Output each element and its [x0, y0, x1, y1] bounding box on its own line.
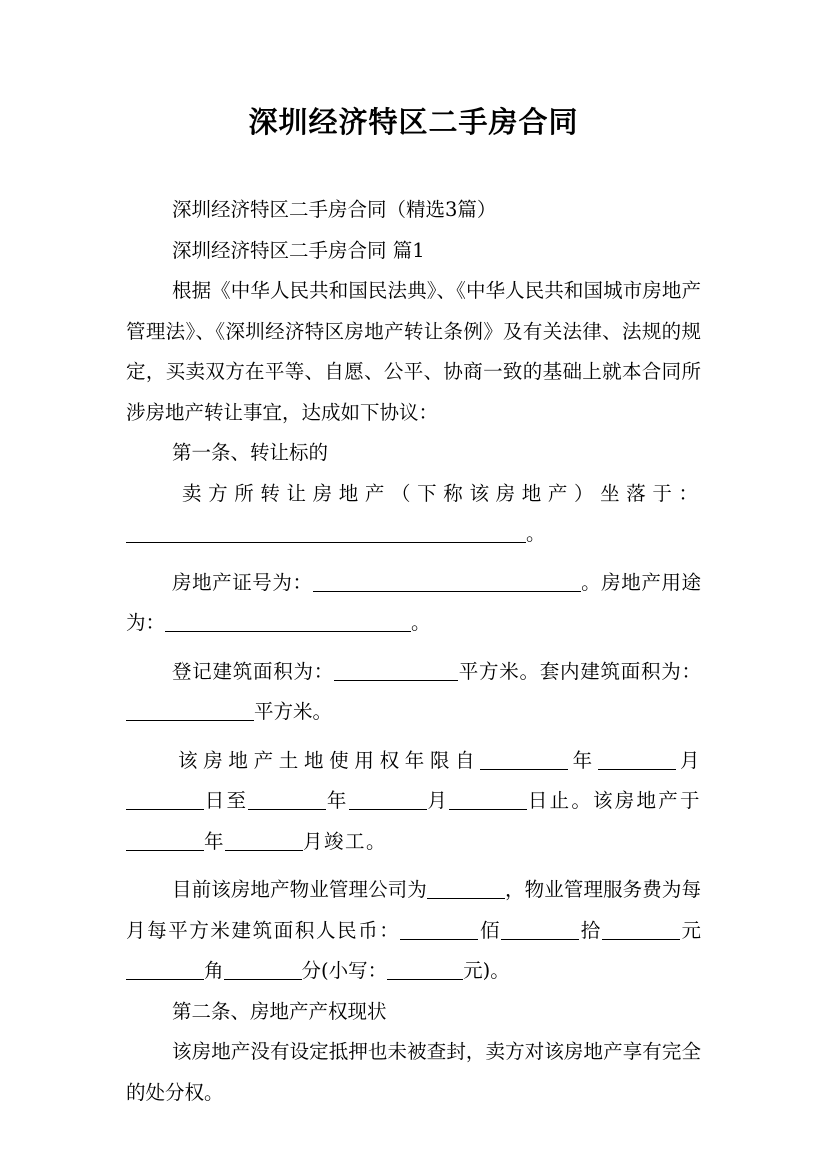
year-blank-2	[248, 790, 326, 811]
seller-location-blank-line	[126, 514, 701, 555]
seller-location-label: 卖方所转让房地产（下称该房地产）坐落于：	[182, 481, 701, 505]
use-label: 。房地产用途为：	[126, 570, 701, 634]
yuan-end-label: 元)。	[463, 959, 510, 982]
sqm-inner-label: 平方米。套内建筑面积为：	[458, 659, 701, 683]
period-mark: 。	[411, 611, 431, 634]
area-blank	[334, 660, 458, 681]
jiao-blank	[126, 960, 204, 981]
year-label: 年	[568, 748, 598, 772]
heading-selected: 深圳经济特区二手房合同（精选3篇）	[172, 198, 497, 221]
document-body	[126, 190, 701, 1113]
yuan-label: 元	[679, 918, 701, 942]
cert-paragraph	[126, 563, 701, 644]
inner-area-blank	[126, 701, 254, 722]
yuan-blank	[602, 919, 680, 940]
month-done-label: 月竣工。	[303, 829, 388, 853]
intro-paragraph: 根据《中华人民共和国民法典》、《中华人民共和国城市房地产管理法》、《深圳经济特区房地产转让条例》及有关法律、法规的规定，买卖双方在平等、自愿、公平、协商一致的基础上就本合同所涉房地产转让事宜，达成如下协议：	[126, 279, 701, 424]
article2-text: 该房地产没有设定抵押也未被查封，卖方对该房地产享有完全的处分权。	[126, 1040, 701, 1104]
area-label: 登记建筑面积为：	[172, 659, 334, 683]
year-blank-3	[126, 830, 204, 851]
day-end-label: 日止。该房地产于	[527, 789, 701, 812]
jiao-label: 角	[204, 959, 224, 982]
month-label-2: 月	[426, 789, 450, 812]
day-blank-2	[449, 790, 527, 811]
land-use-paragraph	[126, 741, 701, 863]
year-label-3: 年	[204, 829, 226, 853]
small-amount-blank	[387, 960, 463, 981]
cert-no-label: 房地产证号为：	[172, 570, 313, 594]
month-blank-2	[349, 790, 427, 811]
fen-blank	[224, 960, 302, 981]
heading-part1: 深圳经济特区二手房合同 篇1	[172, 238, 425, 262]
bai-label: 佰	[478, 918, 502, 942]
land-use-from: 该房地产土地使用权年限自	[178, 748, 481, 772]
year-label-2: 年	[326, 789, 349, 812]
bai-blank	[400, 919, 478, 940]
period-mark: 。	[526, 522, 546, 545]
month-blank	[598, 749, 676, 770]
article2-title: 第二条、房地产产权现状	[172, 999, 387, 1023]
month-blank-3	[225, 830, 303, 851]
seller-location-paragraph	[126, 474, 701, 515]
cert-no-blank	[313, 571, 581, 592]
mgmt-label: 目前该房地产物业管理公司为	[172, 878, 427, 901]
mgmt-company-blank	[427, 879, 505, 900]
month-label: 月	[675, 748, 701, 772]
management-paragraph	[126, 870, 701, 992]
article1-title: 第一条、转让标的	[172, 441, 329, 464]
mgmt-fee-label: ，物业管理服务费为每月每平方米建筑面积人民币：	[126, 878, 701, 942]
sqm-label: 平方米。	[254, 700, 333, 723]
fen-small-label: 分(小写：	[301, 959, 388, 982]
location-blank	[126, 523, 526, 544]
shi-label: 拾	[579, 918, 602, 942]
year-blank	[480, 749, 568, 770]
day-blank	[126, 790, 204, 811]
shi-blank	[501, 919, 579, 940]
use-blank	[165, 612, 411, 633]
document-title: 深圳经济特区二手房合同	[248, 105, 579, 139]
day-to-label: 日至	[204, 789, 249, 812]
area-paragraph	[126, 652, 701, 733]
